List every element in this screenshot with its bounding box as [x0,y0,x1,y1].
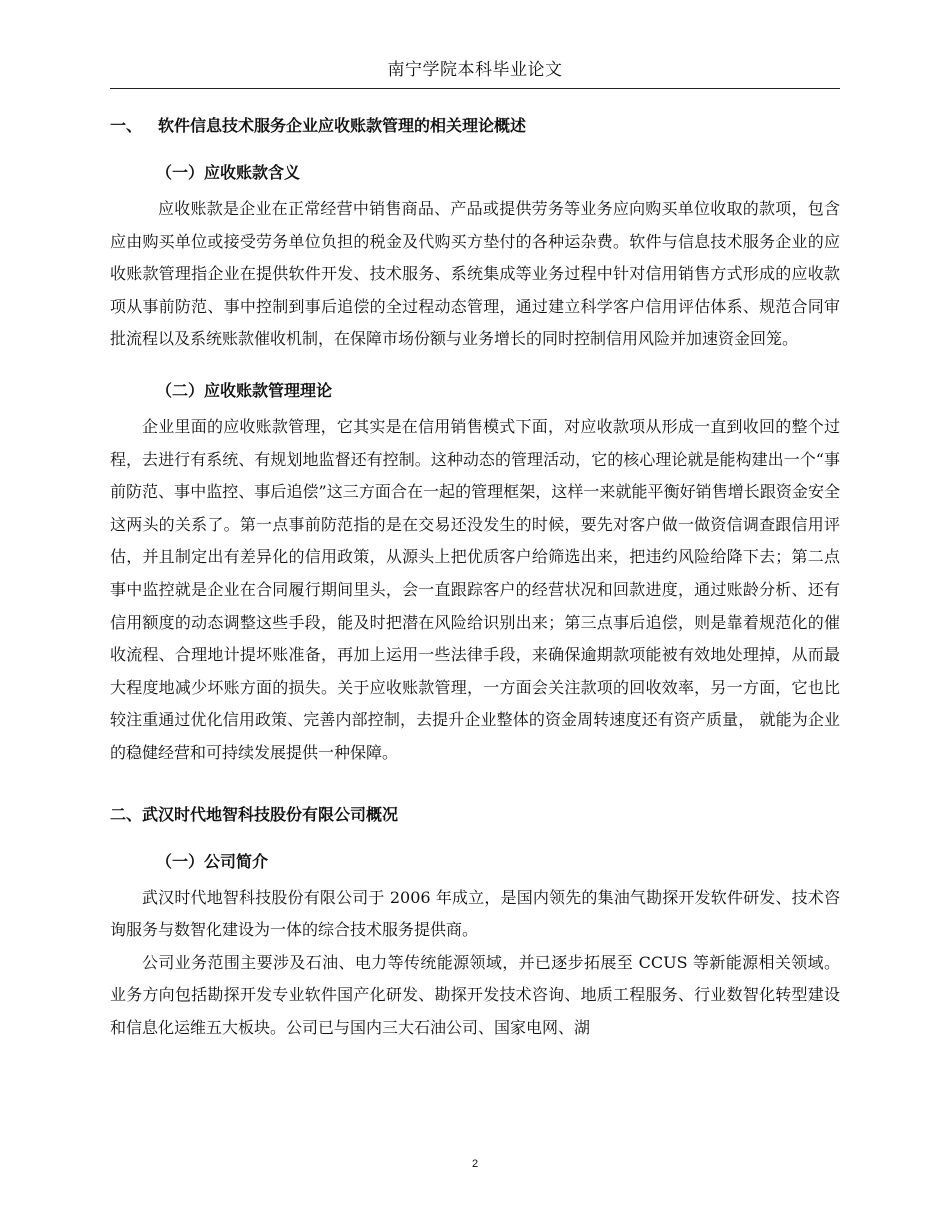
section-title: 软件信息技术服务企业应收账款管理的相关理论概述 [158,116,527,135]
paragraph-company-business: 公司业务范围主要涉及石油、电力等传统能源领域，并已逐步拓展至 CCUS 等新能源相关领域。业务方向包括勘探开发专业软件国产化研发、勘探开发技术咨询、地质工程服务、行业数智化转型建设和信息化运维五大板块。公司已与国内三大石油公司、国家电网、湖 [110,952,840,1037]
page-number: 2 [471,1158,479,1170]
paragraph-receivables-theory: 企业里面的应收账款管理，它其实是在信用销售模式下面，对应收款项从形成一直到收回的整个过程，去进行有系统、有规划地监督还有控制。这种动态的管理活动，它的核心理论就是能构建出一个“事前防范、事中监控、事后追偿”这三方面合在一起的管理框架，这样一来就能平衡好销售增长跟资金安全这两头的关系了。第一点事前防范指的是在交易还没发生的时候，要先对客户做一做资信调查跟信用评估，并且制定出有差异化的信用政策，从源头上把优质客户给筛选出来，把违约风险给降下去；第二点事中监控就是企业在合同履行期间里头，会一直跟踪客户的经营状况和回款进度，通过账龄分析、还有信用额度的动态调整这些手段，能及时把潜在风险给识别出来；第三点事后追偿，则是靠着规范化的催收流程、合理地计提坏账准备，再加上运用一些法律手段，来确保逾期款项能被有效地处理掉，从而最大程度地减少坏账方面的损失。关于应收账款管理，一方面会关注款项的回收效率，另一方面，它也比较注重通过优化信用政策、完善内部控制，去提升企业整体的资金周转速度还有资产质量， 就能为企业的稳健经营和可持续发展提供一种保障。 [110,416,840,762]
page-header: 南宁学院本科毕业论文 [387,60,563,80]
section-heading-1 [110,114,840,138]
subsection-heading-1-2: （二）应收账款管理理论 [156,380,333,400]
section-heading-2: 二、武汉时代地智科技股份有限公司概况 [110,804,399,824]
subsection-heading-1-1: （一）应收账款含义 [156,163,301,182]
document-body [110,114,840,1044]
subsection-heading-2-1: （一）公司简介 [156,851,269,871]
header-divider [110,88,840,89]
paragraph-company-intro: 武汉时代地智科技股份有限公司于 2006 年成立，是国内领先的集油气勘探开发软件研发、技术咨询服务与数智化建设为一体的综合技术服务提供商。 [110,887,840,940]
section-number: 一、 [110,116,143,135]
paragraph-receivables-definition: 应收账款是企业在正常经营中销售商品、产品或提供劳务等业务应向购买单位收取的款项，包含应由购买单位或接受劳务单位负担的税金及代购买方垫付的各种运杂费。软件与信息技术服务企业的应收账款管理指企业在提供软件开发、技术服务、系统集成等业务过程中针对信用销售方式形成的应收款项从事前防范、事中控制到事后追偿的全过程动态管理，通过建立科学客户信用评估体系、规范合同审批流程以及系统账款催收机制，在保障市场份额与业务增长的同时控制信用风险并加速资金回笼。 [110,199,840,349]
